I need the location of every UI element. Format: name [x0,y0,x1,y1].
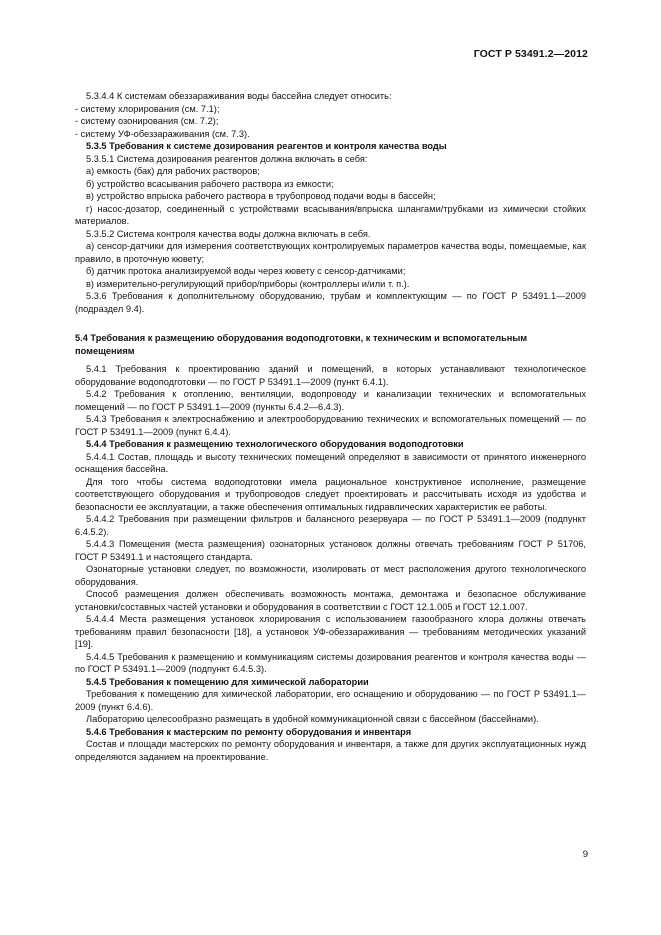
paragraph-5-4-2: 5.4.2 Требования к отоплению, вентиляции, водопроводу и канализации технических и вспомогательных помещений — по ГОСТ Р 53491.1—2009 (пункты 6.4.2—6.4.3). [75,389,586,412]
paragraph-5-3-4-4: 5.3.4.4 К системам обеззараживания воды бассейна следует относить: [86,91,392,101]
paragraph-5-3-5-2: 5.3.5.2 Система контроля качества воды должна включать в себя. [86,228,371,239]
paragraph-5-4-4-3: 5.4.4.3 Помещения (места размещения) озонаторных установок должны отвечать требованиям ГОСТ Р 51706, ГОСТ Р 53491.1 и настоящего стандарта. [75,539,586,562]
section-heading-5-4: 5.4 Требования к размещению оборудования водоподготовки, к техническим и вспомогательным помещениям [75,333,528,356]
list-item-v-controller: в) измерительно-регулирующий прибор/приборы (контроллеры и/или т. п.). [86,278,410,289]
paragraph-5-4-4-1: 5.4.4.1 Состав, площадь и высоту технических помещений определяют в зависимости от принятого инженерного оснащения бассейна. [75,451,586,474]
list-item-ozonation: - систему озонирования (см. 7.2); [75,116,219,126]
list-item-b-flow: б) датчик протока анализируемой воды через кювету с сенсор-датчиками; [86,266,406,276]
subsection-heading-5-3-5: 5.3.5 Требования к системе дозирования реагентов и контроля качества воды [86,141,447,151]
list-item-chlorination: - систему хлорирования (см. 7.1); [75,103,220,114]
list-item-g: г) насос-дозатор, соединенный с устройствами всасывания/впрыска шлангами/трубками из химически стойких материалов. [75,203,586,226]
paragraph-5-3-6: 5.3.6 Требования к дополнительному оборудованию, трубам и комплектующим — по ГОСТ Р 53491.1—2009 (подраздел 9.4). [75,291,586,314]
paragraph-lab-requirements: Требования к помещению для химической лаборатории, его оснащению и оборудованию — по ГОСТ Р 53491.1—2009 (пункт 6.4.6). [75,689,586,712]
paragraph-5-4-4-2: 5.4.4.2 Требования при размещении фильтров и балансного резервуара — по ГОСТ Р 53491.1—2009 (подпункт 6.4.5.2). [75,514,586,537]
page-body [75,90,586,763]
paragraph-5-4-4-4: 5.4.4.4 Места размещения установок хлорирования с использованием газообразного хлора должны отвечать требованиям правил безопасности [18], а установок УФ-обеззараживания — требованиям методических указаний [19]. [75,614,586,649]
paragraph-5-4-1: 5.4.1 Требования к проектированию зданий и помещений, в которых устанавливают технологическое оборудование водоподготовки — по ГОСТ Р 53491.1—2009 (пункт 6.4.1). [75,364,586,387]
paragraph-5-4-3: 5.4.3 Требования к электроснабжению и электрооборудованию технических и вспомогательных помещений — по ГОСТ Р 53491.1—2009 (пункт 6.4.4). [75,414,586,437]
document-header: ГОСТ Р 53491.2—2012 [473,48,588,60]
page-number: 9 [582,849,588,860]
paragraph-5-4-4-5: 5.4.4.5 Требования к размещению и коммуникациям системы дозирования реагентов и контроля качества воды — по ГОСТ Р 53491.1—2009 (подпункт 6.4.5.3). [75,651,586,674]
subsection-heading-5-4-5: 5.4.5 Требования к помещению для химической лаборатории [86,676,369,687]
list-item-uv: - систему УФ-обеззараживания (см. 7.3). [75,128,250,139]
paragraph-ozonator-isolation: Озонаторные установки следует, по возможности, изолировать от мест расположения другого технологического оборудования. [75,564,586,587]
list-item-v: в) устройство впрыска рабочего раствора в трубопровод подачи воды в бассейн; [86,191,436,201]
paragraph-lab-placement: Лабораторию целесообразно размещать в удобной коммуникационной связи с бассейном (бассейнами). [86,714,539,724]
list-item-b: б) устройство всасывания рабочего раствора из емкости; [86,178,334,189]
paragraph-rational-design: Для того чтобы система водоподготовки имела рациональное конструктивное исполнение, размещение соответствующего оборудования и трубопроводов следует проектировать и рассчитывать исходя из удобства и безопасности ее эксплуатации, а также обеспечения оптимальных гидравлических характеристик ее работы. [75,476,586,512]
subsection-heading-5-4-6: 5.4.6 Требования к мастерским по ремонту оборудования и инвентаря [86,726,412,737]
subsection-heading-5-4-4: 5.4.4 Требования к размещению технологического оборудования водоподготовки [86,439,464,449]
paragraph-workshops: Состав и площади мастерских по ремонту оборудования и инвентаря, а также для других эксплуатационных нужд определяются заданием на проектирование. [75,739,586,762]
list-item-a-sensors: а) сенсор-датчики для измерения соответствующих контролируемых параметров качества воды, помещаемые, как правило, в проточную кювету; [75,241,586,264]
list-item-a: а) емкость (бак) для рабочих растворов; [86,166,260,176]
paragraph-placement-method: Способ размещения должен обеспечивать возможность монтажа, демонтажа и безопасное обслуживание установки/составных частей установки и оборудования в соответствии с ГОСТ 12.1.005 и ГОСТ 12.1.007. [75,589,586,612]
paragraph-5-3-5-1: 5.3.5.1 Система дозирования реагентов должна включать в себя: [86,153,368,164]
